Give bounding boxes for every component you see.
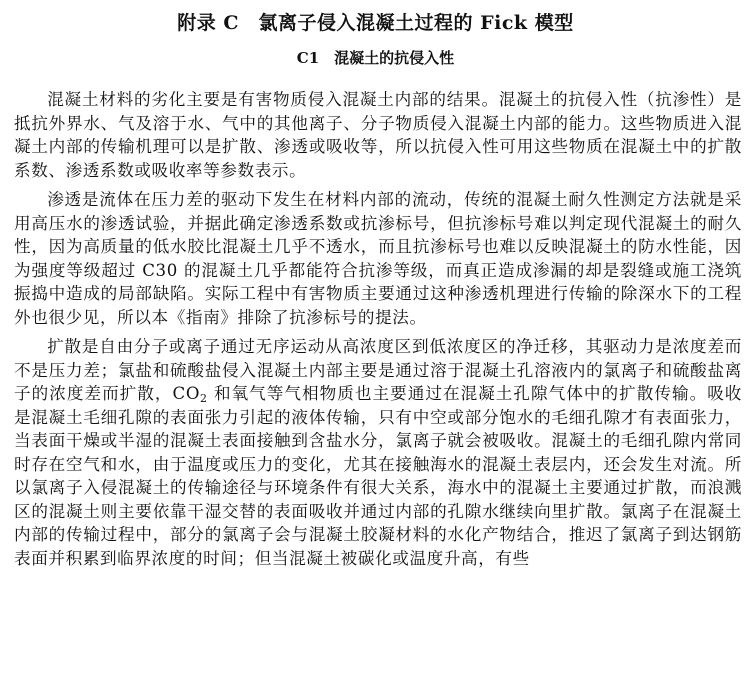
co2-subscript: 2 <box>200 392 208 405</box>
paragraph-3-text-before: 扩散是自由分子或离子通过无序运动从高浓度区到低浓度区的净迁移，其驱动力是浓度差而不是压力差；氯盐和硫酸盐侵入混凝土内部主要是通过溶于混凝土孔溶液内的氯离子和硫酸盐离子的浓度差而扩散，CO <box>14 337 742 403</box>
paragraph-3-text-after: 和氧气等气相物质也主要通过在混凝土孔隙气体中的扩散传输。吸收是混凝土毛细孔隙的表面张力引起的液体传输，只有中空或部分饱水的毛细孔隙才有表面张力，当表面干燥或半湿的混凝土表面接触到含盐水分，氯离子就会被吸收。混凝土的毛细孔隙内常同时存在空气和水，由于温度或压力的变化，尤其在接触海水的混凝土表层内，还会发生对流。所以氯离子入侵混凝土的传输途径与环境条件有很大关系，海水中的混凝土主要通过扩散，而浪溅区的混凝土则主要依靠干湿交替的表面吸收并通过内部的孔隙水继续向里扩散。氯离子在混凝土内部的传输过程中，部分的氯离子会与混凝土胶凝材料的水化产物结合，推迟了氯离子到达钢筋表面并积累到临界浓度的时间；但当混凝土被碳化或温度升高，有些 <box>14 384 742 568</box>
paragraph-3 <box>14 335 742 570</box>
section-title: C1 混凝土的抗侵入性 <box>296 49 455 67</box>
paragraph-2: 渗透是流体在压力差的驱动下发生在材料内部的流动，传统的混凝土耐久性测定方法就是采用高压水的渗透试验，并据此确定渗透系数或抗渗标号，但抗渗标号难以判定现代混凝土的耐久性，因为高质量的低水胶比混凝土几乎不透水，而且抗渗标号也难以反映混凝土的防水性能，因为强度等级超过 C30 的混凝土几乎都能符合抗渗等级，而真正造成渗漏的却是裂缝或施工浇筑振捣中造成的局部缺陷。实际工程中有害物质主要通过这种渗透机理进行传输的除深水下的工程外也很少见，所以本《指南》排除了抗渗标号的提法。 <box>14 190 742 327</box>
appendix-title: 附录 C 氯离子侵入混凝土过程的 Fick 模型 <box>177 12 574 34</box>
paragraph-1: 混凝土材料的劣化主要是有害物质侵入混凝土内部的结果。混凝土的抗侵入性（抗渗性）是抵抗外界水、气及溶于水、气中的其他离子、分子物质侵入混凝土内部的能力。这些物质进入混凝土内部的传输机理可以是扩散、渗透或吸收等，所以抗侵入性可用这些物质在混凝土中的扩散系数、渗透系数或吸收率等参数表示。 <box>14 90 742 180</box>
body-text <box>14 88 742 576</box>
